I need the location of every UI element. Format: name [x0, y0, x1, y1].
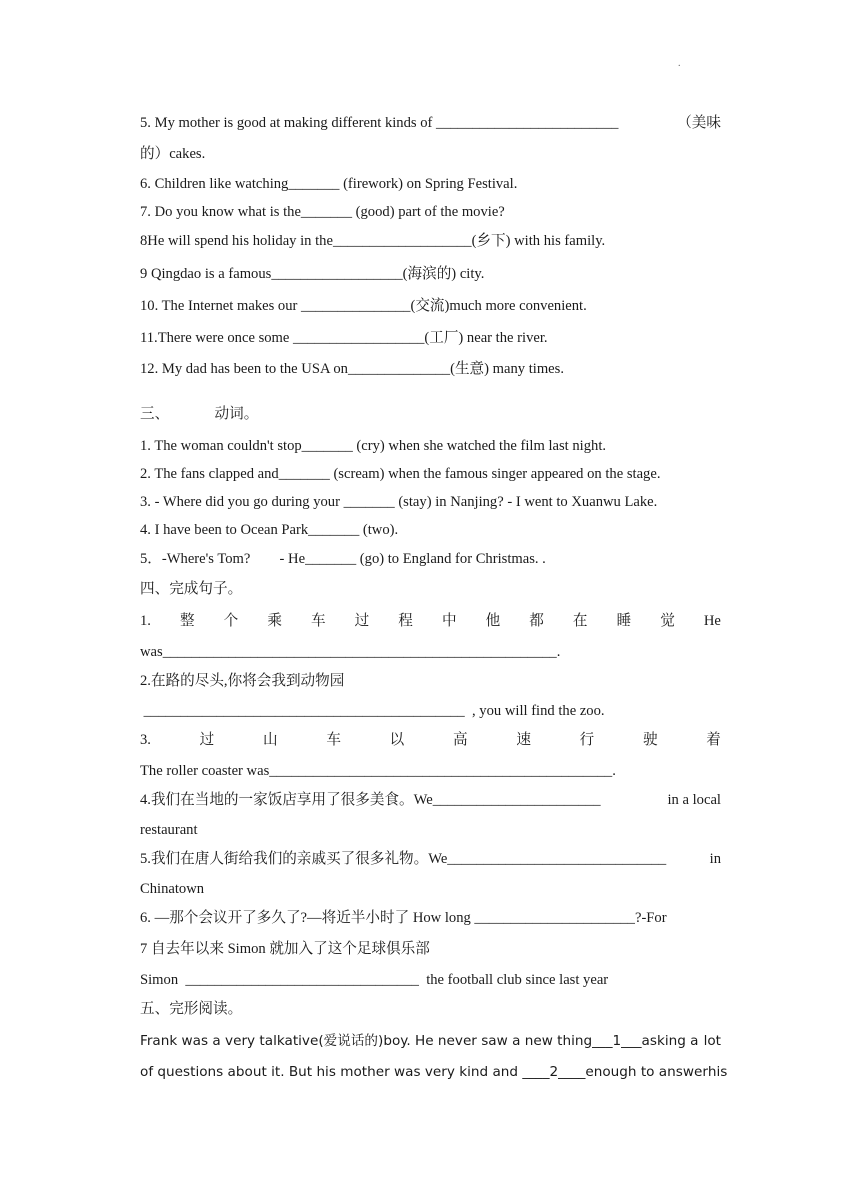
vocab-item-7: 7. Do you know what is the_______ (good) part of the movie? [140, 204, 505, 220]
page-marker: . [678, 58, 681, 69]
vocab-item-5-cont: 的）cakes. [140, 146, 206, 162]
sentence-5-tail: in [709, 851, 721, 867]
sentence-1-number: 1. [140, 613, 151, 629]
sentence-4-tail: in a local [667, 792, 721, 808]
sentence-7-answer-line: Simon ________________________________ the football club since last year [140, 972, 609, 988]
sentence-4-cont: restaurant [140, 822, 198, 838]
sentence-1-answer-line: was______________________________________________________. [140, 644, 561, 660]
sentence-3-number: 3. [140, 732, 151, 748]
sentence-3-prompt [140, 731, 721, 749]
sentence-3-char: 着 [706, 732, 721, 748]
sentence-1-char: 睡 [616, 613, 632, 629]
sentence-3-char: 山 [263, 732, 278, 748]
cloze-line-2-tail: his [707, 1064, 728, 1080]
sentence-2-answer-line: ____________________________________________ , you will find the zoo. [140, 703, 605, 719]
verb-item-4: 4. I have been to Ocean Park_______ (two). [140, 522, 399, 538]
sentence-3-char: 驶 [642, 732, 658, 748]
cloze-line-1-text: Frank was a very talkative(爱说话的)boy. He never saw a new thing___1___asking a [140, 1033, 699, 1049]
sentence-3-char: 速 [516, 732, 531, 748]
sentence-1-char: 中 [441, 613, 457, 629]
vocab-item-5-hint: （美味 [677, 115, 721, 131]
vocab-item-5-text: 5. My mother is good at making different kinds of _________________________ [140, 115, 619, 131]
verb-item-2: 2. The fans clapped and_______ (scream) when the famous singer appeared on the stage. [140, 466, 661, 482]
vocab-item-10: 10. The Internet makes our _______________(交流)much more convenient. [140, 298, 587, 314]
sentence-7-prompt: 7 自去年以来 Simon 就加入了这个足球俱乐部 [140, 941, 430, 957]
sentence-3-char: 以 [389, 732, 405, 748]
sentence-1-char: 在 [572, 613, 588, 629]
cloze-line-1-tail: lot [703, 1033, 721, 1049]
section-4-heading: 四、完成句子。 [140, 581, 243, 597]
cloze-line-1 [140, 1032, 721, 1050]
vocab-item-11: 11.There were once some __________________(工厂) near the river. [140, 330, 548, 346]
section-3-title: 动词。 [214, 406, 259, 422]
sentence-1-start-word: He [703, 613, 721, 629]
sentence-1-char: 整 [180, 613, 195, 629]
vocab-item-8: 8He will spend his holiday in the___________________(乡下) with his family. [140, 233, 606, 249]
sentence-3-char: 车 [326, 732, 341, 748]
sentence-5-prompt [140, 850, 721, 868]
sentence-1-char: 觉 [660, 613, 675, 629]
sentence-1-char: 都 [529, 613, 544, 629]
sentence-6: 6. —那个会议开了多久了?—将近半小时了 How long ______________________?-For [140, 910, 667, 926]
verb-item-3: 3. - Where did you go during your _______ (stay) in Nanjing? - I went to Xuanwu Lake. [140, 494, 658, 510]
cloze-line-2-text: of questions about it. But his mother was very kind and ____2____enough to answer [140, 1064, 708, 1080]
sentence-4-prompt [140, 791, 721, 809]
sentence-3-answer-line: The roller coaster was_______________________________________________. [140, 763, 616, 779]
vocab-item-9: 9 Qingdao is a famous__________________(海滨的) city. [140, 266, 485, 282]
sentence-1-char: 他 [485, 613, 501, 629]
sentence-2-prompt: 2.在路的尽头,你将会我到动物园 [140, 673, 345, 689]
vocab-item-12: 12. My dad has been to the USA on______________(生意) many times. [140, 361, 564, 377]
sentence-3-char: 过 [199, 732, 215, 748]
sentence-1-prompt [140, 612, 721, 630]
sentence-1-char: 乘 [267, 613, 282, 629]
sentence-5-text: 5.我们在唐人街给我们的亲戚买了很多礼物。We______________________________ [140, 851, 667, 867]
sentence-5-cont: Chinatown [140, 881, 205, 897]
sentence-1-char: 程 [398, 613, 413, 629]
sentence-1-char: 车 [310, 613, 326, 629]
sentence-1-char: 个 [223, 613, 239, 629]
sentence-3-char: 高 [452, 732, 468, 748]
verb-item-1: 1. The woman couldn't stop_______ (cry) when she watched the film last night. [140, 438, 607, 454]
sentence-3-char: 行 [579, 732, 595, 748]
verb-item-5: 5．-Where's Tom? - He_______ (go) to England for Christmas. . [140, 551, 546, 567]
section-3-number: 三、 [140, 406, 170, 422]
cloze-line-2 [140, 1063, 728, 1081]
section-5-heading: 五、完形阅读。 [140, 1001, 243, 1017]
vocab-item-6: 6. Children like watching_______ (firework) on Spring Festival. [140, 176, 518, 192]
sentence-4-text: 4.我们在当地的一家饭店享用了很多美食。We_______________________ [140, 792, 601, 808]
vocab-item-5 [140, 114, 721, 132]
section-3-heading [140, 405, 258, 423]
sentence-1-char: 过 [354, 613, 370, 629]
